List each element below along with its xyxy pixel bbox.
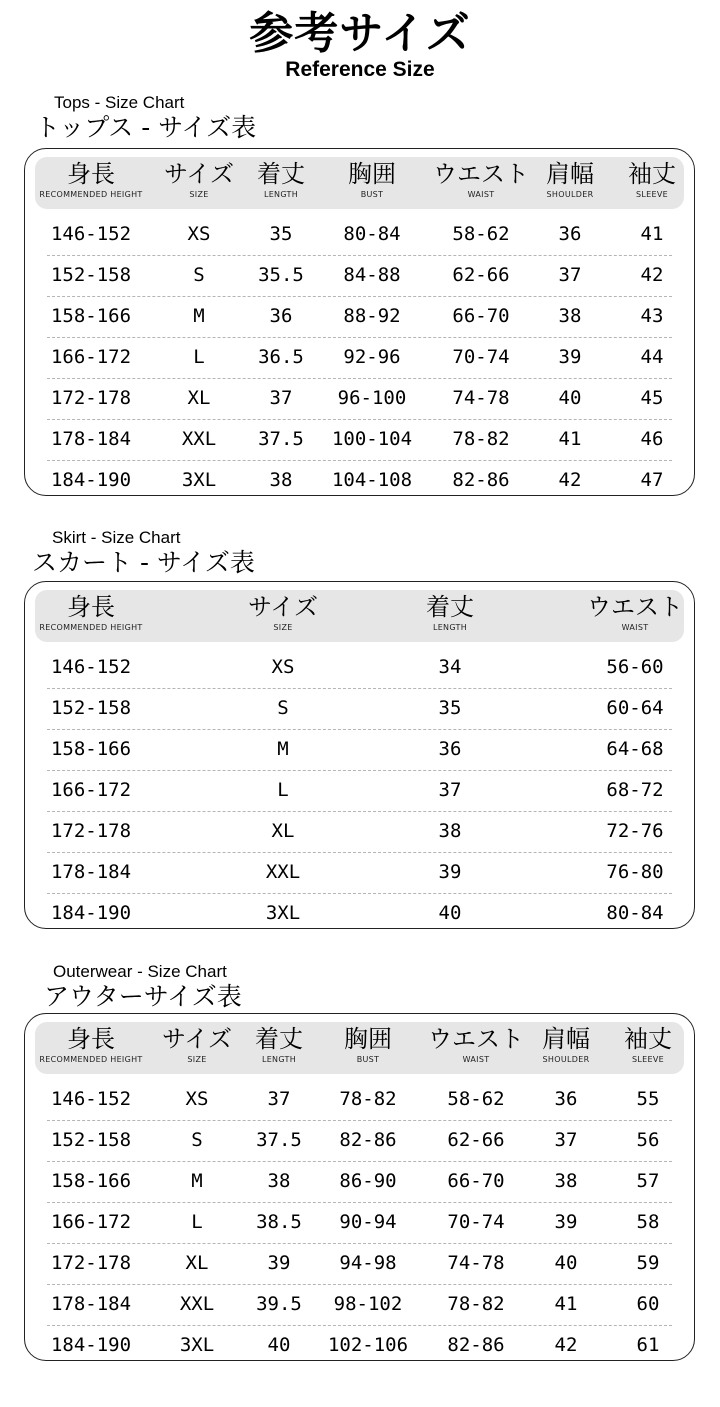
cell-height: 166-172: [50, 1211, 132, 1233]
table-row: [47, 729, 672, 771]
cell-sleeve: 61: [636, 1334, 660, 1356]
header-size-jp: サイズ: [161, 1025, 233, 1053]
cell-waist: 72-76: [606, 820, 664, 842]
cell-size: XXL: [179, 1293, 215, 1315]
cell-waist: 66-70: [447, 1170, 505, 1192]
header-height: [39, 590, 142, 642]
table-row: [47, 1120, 672, 1162]
cell-waist: 62-66: [452, 264, 510, 286]
cell-height: 172-178: [50, 1252, 132, 1274]
main-title: 参考サイズ: [249, 8, 471, 59]
header-size-jp: サイズ: [247, 593, 319, 621]
header-height: [39, 157, 142, 209]
cell-sleeve: 57: [636, 1170, 660, 1192]
cell-shoulder: 37: [558, 264, 582, 286]
cell-waist: 56-60: [606, 656, 664, 678]
cell-length: 38: [269, 469, 293, 491]
header-waist-en: WAIST: [467, 190, 495, 199]
header-bust-jp: 胸囲: [348, 160, 396, 188]
header-size-en: SIZE: [189, 190, 209, 199]
cell-waist: 66-70: [452, 305, 510, 327]
cell-length: 40: [438, 902, 462, 924]
cell-sleeve: 55: [636, 1088, 660, 1110]
cell-length: 39: [267, 1252, 291, 1274]
header-sleeve-jp: 袖丈: [624, 1025, 672, 1053]
cell-height: 166-172: [50, 779, 132, 801]
cell-length: 36.5: [258, 346, 304, 368]
cell-sleeve: 60: [636, 1293, 660, 1315]
cell-shoulder: 39: [554, 1211, 578, 1233]
cell-length: 40: [267, 1334, 291, 1356]
skirt-section-title-jp: スカート - サイズ表: [32, 548, 255, 577]
cell-size: XL: [185, 1252, 209, 1274]
cell-height: 178-184: [50, 428, 132, 450]
cell-bust: 98-102: [333, 1293, 403, 1315]
table-row: [47, 460, 672, 501]
cell-bust: 90-94: [339, 1211, 397, 1233]
header-sleeve: [624, 1022, 672, 1074]
cell-waist: 64-68: [606, 738, 664, 760]
tops-section-title-en: Tops - Size Chart: [54, 93, 185, 112]
cell-bust: 86-90: [339, 1170, 397, 1192]
header-sleeve-en: SLEEVE: [636, 190, 668, 199]
cell-sleeve: 56: [636, 1129, 660, 1151]
table-row: [47, 1325, 672, 1366]
cell-length: 35: [438, 697, 462, 719]
header-shoulder: [546, 157, 594, 209]
header-sleeve-jp: 袖丈: [628, 160, 676, 188]
header-height-en: RECOMMENDED HEIGHT: [39, 1055, 143, 1064]
cell-height: 152-158: [50, 697, 132, 719]
cell-size: L: [193, 346, 205, 368]
cell-size: XXL: [265, 861, 301, 883]
header-length-en: LENGTH: [261, 1055, 297, 1064]
cell-size: M: [193, 305, 205, 327]
cell-size: L: [191, 1211, 203, 1233]
cell-height: 146-152: [50, 223, 132, 245]
cell-waist: 70-74: [447, 1211, 505, 1233]
header-waist-jp: ウエスト: [587, 593, 683, 621]
outerwear-table-header: [35, 1022, 684, 1074]
header-bust: [344, 1022, 392, 1074]
header-length-en: LENGTH: [263, 190, 299, 199]
cell-height: 152-158: [50, 1129, 132, 1151]
cell-size: XS: [271, 656, 295, 678]
cell-height: 158-166: [50, 738, 132, 760]
cell-waist: 82-86: [452, 469, 510, 491]
cell-length: 37.5: [256, 1129, 302, 1151]
outerwear-section-title-jp: アウターサイズ表: [44, 982, 242, 1011]
cell-shoulder: 38: [558, 305, 582, 327]
cell-waist: 76-80: [606, 861, 664, 883]
cell-size: XS: [187, 223, 211, 245]
header-length-jp: 着丈: [255, 1025, 303, 1053]
cell-length: 36: [269, 305, 293, 327]
cell-shoulder: 37: [554, 1129, 578, 1151]
outerwear-section-title-en: Outerwear - Size Chart: [53, 962, 227, 981]
cell-waist: 74-78: [452, 387, 510, 409]
cell-sleeve: 47: [640, 469, 664, 491]
header-waist-en: WAIST: [621, 623, 649, 632]
skirt-section-title-en: Skirt - Size Chart: [52, 528, 181, 547]
table-row: [47, 893, 672, 934]
cell-length: 35.5: [258, 264, 304, 286]
cell-size: 3XL: [181, 469, 217, 491]
cell-bust: 92-96: [343, 346, 401, 368]
cell-length: 39: [438, 861, 462, 883]
cell-size: S: [277, 697, 289, 719]
header-bust-en: BUST: [356, 1055, 380, 1064]
header-height: [39, 1022, 142, 1074]
cell-height: 184-190: [50, 1334, 132, 1356]
header-shoulder: [542, 1022, 590, 1074]
cell-height: 184-190: [50, 902, 132, 924]
table-row: [47, 1284, 672, 1326]
header-height-jp: 身長: [66, 593, 115, 621]
cell-shoulder: 42: [554, 1334, 578, 1356]
cell-shoulder: 36: [554, 1088, 578, 1110]
cell-shoulder: 42: [558, 469, 582, 491]
header-length: [255, 1022, 303, 1074]
header-size: [162, 1022, 232, 1074]
header-shoulder-jp: 肩幅: [546, 160, 594, 188]
cell-shoulder: 38: [554, 1170, 578, 1192]
main-subtitle: Reference Size: [285, 58, 435, 81]
table-row: [47, 811, 672, 853]
cell-size: XL: [271, 820, 295, 842]
cell-height: 158-166: [50, 1170, 132, 1192]
skirt-size-table: [24, 581, 695, 929]
cell-waist: 58-62: [452, 223, 510, 245]
table-row: [47, 419, 672, 461]
header-length: [426, 590, 474, 642]
cell-waist: 60-64: [606, 697, 664, 719]
cell-shoulder: 41: [554, 1293, 578, 1315]
header-bust: [348, 157, 396, 209]
cell-bust: 100-104: [331, 428, 413, 450]
table-row: [47, 647, 672, 689]
cell-shoulder: 36: [558, 223, 582, 245]
cell-size: XL: [187, 387, 211, 409]
cell-waist: 82-86: [447, 1334, 505, 1356]
header-size-jp: サイズ: [163, 160, 235, 188]
cell-sleeve: 46: [640, 428, 664, 450]
cell-size: XXL: [181, 428, 217, 450]
cell-sleeve: 59: [636, 1252, 660, 1274]
cell-waist: 78-82: [452, 428, 510, 450]
header-size-en: SIZE: [273, 623, 293, 632]
cell-height: 178-184: [50, 861, 132, 883]
header-sleeve: [628, 157, 676, 209]
table-row: [47, 378, 672, 420]
header-waist-jp: ウエスト: [433, 160, 529, 188]
tops-section-title-jp: トップス - サイズ表: [35, 113, 257, 142]
header-length-jp: 着丈: [426, 593, 474, 621]
cell-length: 38.5: [256, 1211, 302, 1233]
cell-size: L: [277, 779, 289, 801]
table-row: [47, 852, 672, 894]
cell-sleeve: 41: [640, 223, 664, 245]
cell-size: S: [191, 1129, 203, 1151]
cell-bust: 104-108: [331, 469, 413, 491]
header-waist: [587, 590, 683, 642]
cell-length: 37: [438, 779, 462, 801]
header-size: [248, 590, 318, 642]
header-bust-jp: 胸囲: [344, 1025, 392, 1053]
cell-bust: 94-98: [339, 1252, 397, 1274]
header-sleeve-en: SLEEVE: [632, 1055, 664, 1064]
cell-length: 38: [438, 820, 462, 842]
cell-waist: 74-78: [447, 1252, 505, 1274]
cell-bust: 80-84: [343, 223, 401, 245]
cell-height: 172-178: [50, 820, 132, 842]
header-height-jp: 身長: [66, 160, 115, 188]
header-height-en: RECOMMENDED HEIGHT: [39, 623, 143, 632]
cell-bust: 82-86: [339, 1129, 397, 1151]
cell-height: 146-152: [50, 1088, 132, 1110]
cell-length: 38: [267, 1170, 291, 1192]
cell-size: 3XL: [265, 902, 301, 924]
cell-shoulder: 40: [554, 1252, 578, 1274]
header-size: [164, 157, 234, 209]
cell-bust: 78-82: [339, 1088, 397, 1110]
header-size-en: SIZE: [187, 1055, 207, 1064]
cell-size: M: [277, 738, 289, 760]
cell-sleeve: 42: [640, 264, 664, 286]
table-row: [47, 688, 672, 730]
header-waist: [433, 157, 529, 209]
cell-bust: 88-92: [343, 305, 401, 327]
cell-waist: 68-72: [606, 779, 664, 801]
header-waist-jp: ウエスト: [428, 1025, 524, 1053]
cell-height: 152-158: [50, 264, 132, 286]
cell-waist: 58-62: [447, 1088, 505, 1110]
cell-bust: 102-106: [327, 1334, 409, 1356]
cell-length: 35: [269, 223, 293, 245]
cell-sleeve: 45: [640, 387, 664, 409]
cell-size: M: [191, 1170, 203, 1192]
cell-height: 166-172: [50, 346, 132, 368]
table-row: [47, 1243, 672, 1285]
cell-length: 37: [267, 1088, 291, 1110]
cell-sleeve: 44: [640, 346, 664, 368]
cell-height: 158-166: [50, 305, 132, 327]
header-shoulder-en: SHOULDER: [542, 1055, 590, 1064]
cell-waist: 78-82: [447, 1293, 505, 1315]
header-height-en: RECOMMENDED HEIGHT: [39, 190, 143, 199]
header-shoulder-en: SHOULDER: [546, 190, 594, 199]
cell-length: 37.5: [258, 428, 304, 450]
table-row: [47, 296, 672, 338]
cell-shoulder: 40: [558, 387, 582, 409]
cell-size: XS: [185, 1088, 209, 1110]
header-waist: [428, 1022, 524, 1074]
table-row: [47, 1202, 672, 1244]
header-bust-en: BUST: [360, 190, 384, 199]
cell-bust: 84-88: [343, 264, 401, 286]
outerwear-size-table: [24, 1013, 695, 1361]
skirt-table-header: [35, 590, 684, 642]
cell-waist: 70-74: [452, 346, 510, 368]
cell-size: 3XL: [179, 1334, 215, 1356]
table-row: [47, 1161, 672, 1203]
cell-height: 146-152: [50, 656, 132, 678]
cell-bust: 96-100: [337, 387, 407, 409]
header-shoulder-jp: 肩幅: [542, 1025, 590, 1053]
tops-size-table: [24, 148, 695, 496]
cell-waist: 62-66: [447, 1129, 505, 1151]
cell-waist: 80-84: [606, 902, 664, 924]
table-row: [47, 1079, 672, 1121]
cell-length: 36: [438, 738, 462, 760]
table-row: [47, 255, 672, 297]
tops-table-header: [35, 157, 684, 209]
cell-height: 178-184: [50, 1293, 132, 1315]
cell-sleeve: 58: [636, 1211, 660, 1233]
header-length-jp: 着丈: [257, 160, 305, 188]
header-length: [257, 157, 305, 209]
header-waist-en: WAIST: [462, 1055, 490, 1064]
cell-height: 172-178: [50, 387, 132, 409]
cell-length: 34: [438, 656, 462, 678]
table-row: [47, 770, 672, 812]
cell-length: 37: [269, 387, 293, 409]
header-length-en: LENGTH: [432, 623, 468, 632]
cell-sleeve: 43: [640, 305, 664, 327]
cell-size: S: [193, 264, 205, 286]
cell-shoulder: 41: [558, 428, 582, 450]
table-row: [47, 337, 672, 379]
table-row: [47, 214, 672, 256]
cell-height: 184-190: [50, 469, 132, 491]
cell-shoulder: 39: [558, 346, 582, 368]
header-height-jp: 身長: [66, 1025, 115, 1053]
cell-length: 39.5: [256, 1293, 302, 1315]
